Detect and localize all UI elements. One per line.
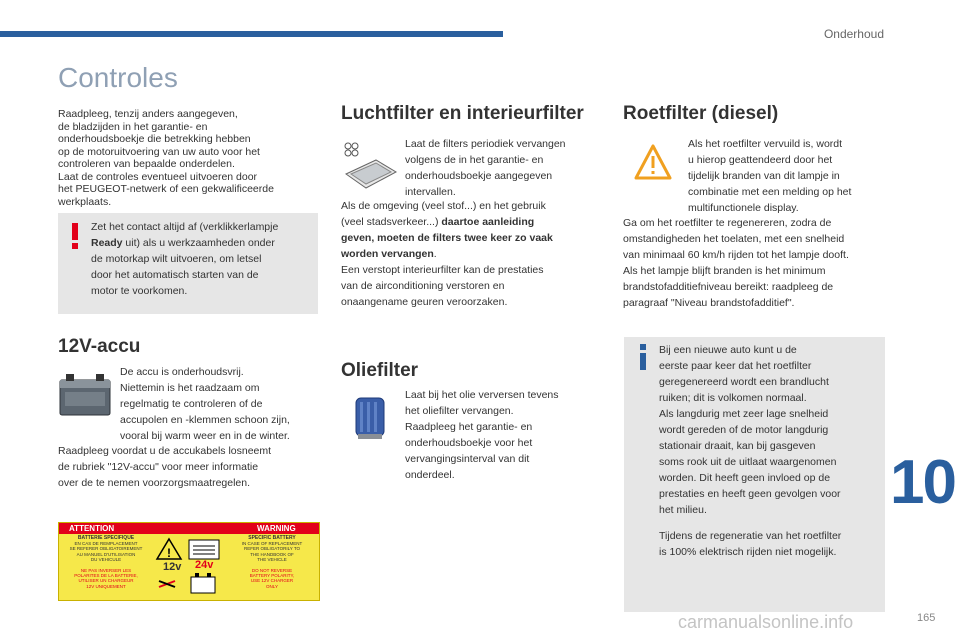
luchtfilter-line: onderhoudsboekje aangegeven [405, 170, 553, 182]
accu-line: de rubriek "12V-accu" voor meer informatie [58, 461, 259, 473]
label-line: AU MANUEL D'UTILISATION [76, 551, 136, 557]
info-line: stationair draait, kan bij gasgeven [659, 440, 816, 452]
info-line: is 100% elektrisch rijden niet mogelijk. [659, 546, 837, 558]
accu-line: Raadpleeg voordat u de accukabels losneemt [58, 445, 272, 457]
warning-note-text [91, 219, 316, 299]
roetfilter-line: Als het lampje blijft branden is het minimum [623, 265, 826, 277]
roetfilter-line: u hierop geattendeerd door het [688, 154, 833, 166]
label-warning: WARNING [257, 524, 296, 533]
accu-line: regelmatig te controleren of de [120, 398, 263, 410]
label-en-head: SPECIFIC BATTERY [248, 535, 296, 541]
label-line-red: UTILISER UN CHARGEUR [78, 578, 134, 584]
label-line-red: 12V UNIQUEMENT [86, 583, 126, 589]
label-line: REFER OBLIGATORILY TO [243, 546, 301, 552]
label-en-block [227, 536, 317, 589]
label-fr-head: BATTERIE SPECIFIQUE [77, 535, 135, 541]
info-line: eerste paar keer dat het roetfilter [659, 360, 812, 372]
accu-line: accupolen en -klemmen schoon zijn, [120, 414, 290, 426]
roetfilter-line: tijdelijk branden van dit lampje in [688, 170, 840, 182]
info-line: ruiken; dit is volkomen normaal. [659, 392, 807, 404]
note-line: de motorkap wilt uitvoeren, om letsel [91, 253, 262, 265]
luchtfilter-line: volgens de in het garantie- en [405, 154, 544, 166]
oliefilter-line: Raadpleeg het garantie- en [405, 421, 533, 433]
info-line: soms rook uit de uitlaat waargenomen [659, 456, 837, 468]
label-line: DU VEHICULE [90, 556, 122, 562]
roetfilter-heading: Roetfilter (diesel) [623, 103, 779, 124]
label-fr-block [61, 536, 151, 589]
watermark: carmanualsonline.info [678, 612, 854, 632]
note-line: door het automatisch starten van de [91, 269, 259, 281]
warning-triangle-icon [633, 143, 673, 181]
luchtfilter-line: Een verstopt interieurfilter kan de prestaties [341, 264, 544, 276]
intro-line: op de motoruitvoering van uw auto voor het [58, 145, 260, 158]
info-note-text [659, 342, 884, 560]
intro-line: Raadpleeg, tenzij anders aangegeven, [58, 108, 238, 120]
oliefilter-text [405, 387, 605, 483]
info-line: prestaties en heeft geen gevolgen voor [659, 488, 841, 500]
page-number: 165 [917, 612, 936, 624]
info-line: Tijdens de regeneratie van het roetfilter [659, 530, 842, 542]
label-line-red: POLARITES DE LA BATTERIE, [74, 573, 138, 579]
roetfilter-extra [623, 215, 891, 311]
label-attention: ATTENTION [69, 524, 115, 533]
accu-line: De accu is onderhoudsvrij. [120, 366, 244, 378]
section-header: Onderhoud [823, 27, 884, 41]
luchtfilter-text [405, 136, 605, 200]
label-12v: 12v [163, 561, 182, 573]
oil-filter-icon [350, 394, 390, 442]
accu-line: vooral bij warm weer en in de winter. [120, 430, 290, 442]
note-line: motor te voorkomen. [91, 285, 188, 297]
intro-line: werkplaats. [58, 195, 112, 208]
label-line: THE HANDBOOK OF [250, 551, 294, 557]
note-span: uit) als u werkzaamheden onder [122, 237, 275, 249]
luchtfilter-line: van de airconditioning verstoren en [341, 280, 505, 292]
info-icon [638, 344, 648, 370]
label-line: EN CAS DE REMPLACEMENT [74, 541, 138, 547]
bold-span: geven, moeten de filters twee keer zo vaak [341, 232, 553, 244]
intro-line: het PEUGEOT-netwerk of een gekwalificeerde [58, 183, 274, 195]
intro-line: controleren van bepaalde onderdelen. [58, 158, 235, 170]
warning-note-box [58, 213, 318, 314]
oliefilter-line: vervangingsinterval van dit [405, 453, 530, 465]
luchtfilter-line: intervallen. [405, 186, 456, 198]
label-line-red: BATTERY POLARITY, [249, 573, 295, 579]
roetfilter-line: multifunctionele display. [688, 202, 799, 214]
chapter-number: 10 [890, 448, 955, 517]
label-line-red: NE PAS INVERSER LES [80, 568, 132, 574]
oliefilter-line: het oliefilter vervangen. [405, 405, 514, 417]
roetfilter-line: paragraaf "Niveau brandstofadditief". [623, 297, 795, 309]
label-24v: 24v [195, 559, 214, 571]
intro-line: de bladzijden in het garantie- en [58, 120, 208, 133]
intro-text [58, 108, 308, 208]
luchtfilter-heading: Luchtfilter en interieurfilter [341, 103, 584, 124]
luchtfilter-line [341, 230, 609, 246]
label-line-red: DO NOT REVERSE [251, 568, 293, 574]
label-line-red: USE 12V CHARGER [250, 578, 294, 584]
roetfilter-line: Ga om het roetfilter te regenereren, zodra de [623, 217, 832, 229]
battery-warning-label [58, 522, 320, 601]
label-line: SE REFERER OBLIGATOIREMENT [69, 546, 143, 552]
battery-icon [57, 370, 113, 418]
page-title: Controles [58, 62, 178, 93]
oliefilter-line: onderhoudsboekje voor het [405, 437, 533, 449]
luchtfilter-line [341, 246, 609, 262]
info-line: Als langdurig met zeer lage snelheid [659, 408, 829, 420]
label-line: IN CASE OF REPLACEMENT [241, 541, 303, 547]
luchtfilter-line: Laat de filters periodiek vervangen [405, 138, 566, 150]
info-line: het milieu. [659, 504, 707, 516]
accu-heading: 12V-accu [58, 336, 141, 357]
text-span: . [433, 248, 437, 260]
roetfilter-line: Als het roetfilter vervuild is, wordt [688, 138, 843, 150]
top-accent-bar [0, 31, 503, 37]
accu-extra [58, 443, 323, 491]
accu-line: Niettemin is het raadzaam om [120, 382, 260, 394]
ready-bold: Ready [91, 237, 123, 249]
luchtfilter-extra [341, 198, 609, 310]
oliefilter-line: Laat bij het olie verversen tevens [405, 389, 559, 401]
info-line: wordt gereden of de motor langdurig [659, 424, 829, 436]
info-note-box [624, 337, 885, 612]
luchtfilter-line: onaangename geuren veroorzaken. [341, 296, 508, 308]
roetfilter-line: van minimaal 60 km/h rijden tot het lampje dooft. [623, 249, 849, 261]
accu-text [120, 364, 325, 444]
bold-span: worden vervangen [341, 248, 434, 260]
text-span: (veel stadsverkeer...) [341, 216, 442, 228]
oliefilter-heading: Oliefilter [341, 360, 419, 381]
air-filter-icon [340, 140, 398, 190]
info-line: geregenereerd wordt een brandlucht [659, 376, 829, 388]
svg-text:!: ! [167, 546, 171, 560]
bold-span: daartoe aanleiding [441, 216, 535, 228]
roetfilter-line: combinatie met een melding op het [688, 186, 852, 198]
info-line: worden. Dit heeft geen invloed op de [659, 472, 831, 484]
exclamation-icon [70, 223, 80, 249]
intro-line: onderhoudsboekje die betrekking hebben [58, 133, 251, 145]
label-line: THE VEHICLE [257, 556, 287, 562]
accu-line: over de te nemen voorzorgsmaatregelen. [58, 477, 251, 489]
note-line [91, 235, 316, 251]
roetfilter-text [688, 136, 888, 216]
luchtfilter-line: Als de omgeving (veel stof...) en het gebruik [341, 200, 546, 212]
roetfilter-line: omstandigheden het toelaten, met een snelheid [623, 233, 845, 245]
roetfilter-line: brandstofadditiefniveau bereikt: raadpleeg de [623, 281, 834, 293]
intro-line: Laat de controles eventueel uitvoeren door [58, 170, 258, 183]
luchtfilter-line [341, 214, 609, 230]
label-line-red: ONLY [266, 583, 278, 589]
oliefilter-line: onderdeel. [405, 469, 455, 481]
info-line: Bij een nieuwe auto kunt u de [659, 344, 797, 356]
note-line: Zet het contact altijd af (verklikkerlampje [91, 221, 279, 233]
